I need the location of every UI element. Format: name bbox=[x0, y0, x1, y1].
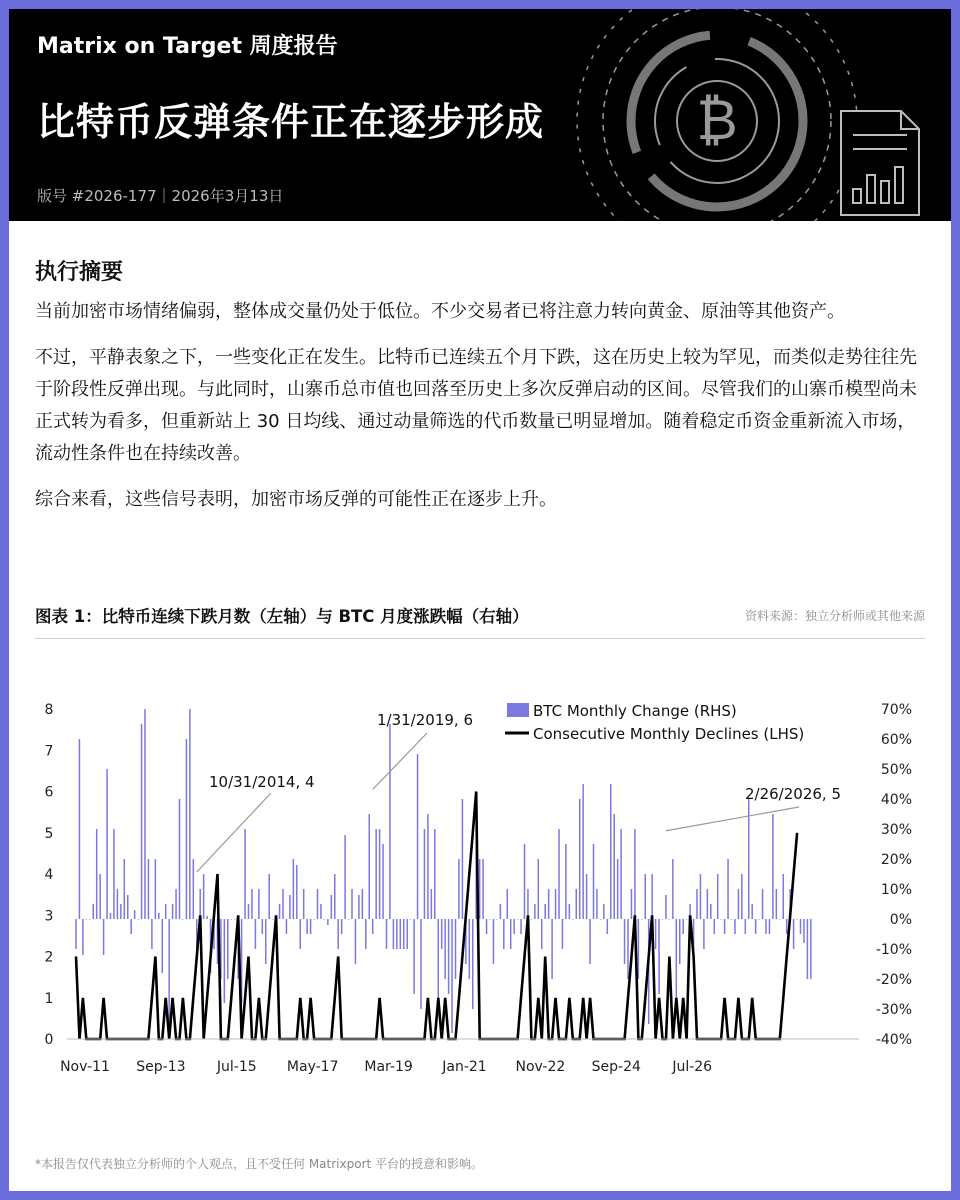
x-tick-label: Sep-24 bbox=[591, 1059, 641, 1075]
bar-mark bbox=[427, 814, 429, 919]
x-tick-label: Jul-26 bbox=[672, 1059, 713, 1075]
bar-mark bbox=[486, 919, 488, 934]
x-tick-label: Nov-11 bbox=[60, 1059, 110, 1075]
bar-mark bbox=[389, 724, 391, 919]
brand-label: Matrix on Target 周度报告 bbox=[37, 34, 338, 59]
bar-mark bbox=[434, 829, 436, 919]
bar-mark bbox=[558, 829, 560, 919]
bar-mark bbox=[738, 889, 740, 919]
bar-mark bbox=[762, 889, 764, 919]
bar-mark bbox=[603, 904, 605, 919]
bar-mark bbox=[382, 844, 384, 919]
bar-mark bbox=[651, 874, 653, 919]
bar-mark bbox=[796, 919, 798, 920]
bar-mark bbox=[341, 919, 343, 934]
bar-mark bbox=[462, 799, 464, 919]
bar-mark bbox=[110, 913, 112, 919]
bar-mark bbox=[803, 919, 805, 943]
bar-mark bbox=[310, 919, 312, 934]
bar-mark bbox=[279, 904, 281, 919]
bar-mark bbox=[186, 739, 188, 919]
y-left-tick-label: 5 bbox=[44, 825, 54, 842]
bar-mark bbox=[137, 919, 139, 920]
bar-mark bbox=[555, 889, 557, 919]
bar-mark bbox=[182, 919, 184, 920]
y-right-tick-label: -10% bbox=[875, 942, 912, 958]
bar-mark bbox=[624, 919, 626, 964]
bar-mark bbox=[324, 919, 326, 920]
bar-mark bbox=[451, 919, 453, 1033]
bar-mark bbox=[776, 889, 778, 919]
bar-mark bbox=[337, 919, 339, 949]
y-left-tick-label: 2 bbox=[44, 949, 54, 966]
bar-mark bbox=[724, 919, 726, 934]
bar-mark bbox=[175, 889, 177, 919]
bar-mark bbox=[82, 919, 84, 955]
bar-mark bbox=[248, 904, 250, 919]
bar-series bbox=[75, 709, 811, 1039]
annotation-leader bbox=[373, 733, 427, 790]
bar-mark bbox=[369, 814, 371, 919]
bar-mark bbox=[420, 919, 422, 1009]
bar-mark bbox=[617, 859, 619, 919]
bar-mark bbox=[365, 919, 367, 949]
annotation-leader bbox=[197, 793, 271, 872]
bar-mark bbox=[438, 919, 440, 1009]
bar-mark bbox=[179, 799, 181, 919]
bar-mark bbox=[458, 859, 460, 919]
legend-label-bars: BTC Monthly Change (RHS) bbox=[533, 702, 737, 720]
svg-text:₿: ₿ bbox=[696, 88, 738, 153]
y-right-tick-label: -20% bbox=[875, 972, 912, 988]
x-tick-label: Sep-13 bbox=[136, 1059, 186, 1075]
bar-mark bbox=[665, 895, 667, 919]
bar-mark bbox=[810, 919, 812, 979]
bar-mark bbox=[717, 874, 719, 919]
bar-mark bbox=[444, 919, 446, 979]
btc-decline-chart bbox=[9, 669, 951, 1089]
bar-mark bbox=[103, 919, 105, 955]
bar-mark bbox=[158, 913, 160, 919]
bar-mark bbox=[531, 919, 533, 920]
bar-mark bbox=[710, 904, 712, 919]
chart-legend bbox=[505, 702, 804, 743]
annotation-label: 1/31/2019, 6 bbox=[377, 711, 473, 729]
bar-mark bbox=[714, 919, 716, 934]
bar-mark bbox=[244, 829, 246, 919]
bar-mark bbox=[89, 919, 91, 920]
bar-mark bbox=[482, 859, 484, 919]
figure-title: 图表 1：比特币连续下跌月数（左轴）与 BTC 月度涨跌幅（右轴） bbox=[35, 607, 529, 626]
bar-mark bbox=[779, 919, 781, 920]
bar-mark bbox=[524, 844, 526, 919]
bar-mark bbox=[510, 919, 512, 949]
y-right-tick-label: 30% bbox=[880, 822, 912, 838]
bar-mark bbox=[786, 919, 788, 934]
bar-mark bbox=[527, 889, 529, 919]
bar-mark bbox=[793, 919, 795, 949]
bar-mark bbox=[679, 919, 681, 964]
bar-mark bbox=[734, 919, 736, 934]
bar-mark bbox=[162, 919, 164, 973]
x-tick-label: Nov-22 bbox=[515, 1059, 566, 1075]
bar-mark bbox=[124, 859, 126, 919]
summary-paragraph-3: 综合来看，这些信号表明，加密市场反弹的可能性正在逐步上升。 bbox=[35, 489, 557, 510]
bar-mark bbox=[251, 889, 253, 919]
bar-mark bbox=[265, 919, 267, 964]
bar-mark bbox=[351, 889, 353, 919]
bar-mark bbox=[520, 919, 522, 934]
bar-mark bbox=[372, 919, 374, 934]
figure-source: 资料来源：独立分析师或其他来源 bbox=[744, 609, 925, 623]
bar-mark bbox=[406, 919, 408, 949]
bar-mark bbox=[569, 904, 571, 919]
bar-mark bbox=[579, 799, 581, 919]
bar-mark bbox=[496, 919, 498, 920]
bar-mark bbox=[783, 874, 785, 919]
bar-mark bbox=[106, 769, 108, 919]
bar-mark bbox=[638, 919, 640, 979]
y-right-tick-label: 50% bbox=[880, 762, 912, 778]
y-right-tick-label: -40% bbox=[875, 1032, 912, 1048]
bar-mark bbox=[113, 829, 115, 919]
bar-mark bbox=[455, 919, 457, 979]
bar-mark bbox=[75, 919, 77, 949]
bar-mark bbox=[148, 859, 150, 919]
declines-line bbox=[76, 792, 797, 1040]
bar-mark bbox=[379, 829, 381, 919]
bar-mark bbox=[203, 874, 205, 919]
x-tick-label: May-17 bbox=[286, 1059, 339, 1075]
bar-mark bbox=[645, 874, 647, 919]
bar-mark bbox=[610, 784, 612, 919]
bar-mark bbox=[327, 919, 329, 925]
bar-mark bbox=[538, 859, 540, 919]
y-right-tick-label: 70% bbox=[880, 702, 912, 718]
bar-mark bbox=[720, 919, 722, 920]
bar-mark bbox=[268, 874, 270, 919]
y-left-tick-label: 3 bbox=[44, 908, 54, 925]
bar-mark bbox=[613, 814, 615, 919]
bar-mark bbox=[127, 895, 129, 919]
bar-mark bbox=[589, 919, 591, 964]
bar-mark bbox=[669, 919, 671, 920]
y-right-tick-label: 60% bbox=[880, 732, 912, 748]
bar-mark bbox=[620, 829, 622, 919]
bitcoin-decoration-icon bbox=[509, 9, 951, 221]
bar-mark bbox=[386, 919, 388, 949]
bar-mark bbox=[227, 919, 229, 979]
bar-mark bbox=[565, 844, 567, 919]
edition-date: 版号 #2026-177｜2026年3月13日 bbox=[37, 187, 284, 205]
y-left-tick-label: 8 bbox=[44, 702, 54, 718]
bar-mark bbox=[362, 889, 364, 919]
line-series bbox=[76, 792, 797, 1040]
x-tick-label: Jul-15 bbox=[216, 1059, 257, 1075]
bar-mark bbox=[303, 889, 305, 919]
bar-mark bbox=[755, 919, 757, 934]
bar-mark bbox=[424, 829, 426, 919]
summary-paragraph-2: 不过，平静表象之下，一些变化正在发生。比特币已连续五个月下跌，这在历史上较为罕见，而类似走势往往先于阶段性反弹出现。与此同时，山寨币总市值也回落至历史上多次反弹启动的区间。尽管我们的山寨币模型尚未正式转为看多，但重新站上 30 日均线、通过动量筛选的代币数量已明显增加。随着稳定币资金重新流入市场，流动性条件也在持续改善。 bbox=[35, 347, 917, 464]
legend-label-line: Consecutive Monthly Declines (LHS) bbox=[533, 725, 805, 743]
annotation-leader bbox=[666, 807, 799, 831]
bar-mark bbox=[441, 919, 443, 949]
bar-mark bbox=[255, 919, 257, 949]
bar-mark bbox=[393, 919, 395, 949]
bar-mark bbox=[231, 919, 233, 920]
footnote: *本报告仅代表独立分析师的个人观点，且不受任何 Matrixport 平台的授意和影响。 bbox=[35, 1157, 484, 1171]
bar-mark bbox=[355, 919, 357, 964]
bar-mark bbox=[572, 919, 574, 920]
bar-mark bbox=[662, 919, 664, 920]
bar-mark bbox=[289, 895, 291, 919]
report-page bbox=[9, 9, 951, 1191]
bar-mark bbox=[548, 889, 550, 919]
bar-mark bbox=[272, 919, 274, 920]
bar-mark bbox=[313, 919, 315, 920]
bar-mark bbox=[551, 919, 553, 979]
bar-mark bbox=[206, 916, 208, 919]
bar-mark bbox=[727, 859, 729, 919]
bar-mark bbox=[320, 904, 322, 919]
bar-mark bbox=[672, 859, 674, 919]
bar-mark bbox=[607, 919, 609, 934]
bar-mark bbox=[731, 919, 733, 920]
bar-mark bbox=[751, 904, 753, 919]
bar-mark bbox=[413, 919, 415, 994]
bar-mark bbox=[631, 889, 633, 919]
bar-mark bbox=[134, 910, 136, 919]
bar-mark bbox=[282, 889, 284, 919]
bar-mark bbox=[172, 904, 174, 919]
bar-mark bbox=[155, 859, 157, 919]
bar-mark bbox=[306, 919, 308, 934]
bar-mark bbox=[655, 919, 657, 949]
bar-mark bbox=[765, 919, 767, 934]
bar-mark bbox=[686, 919, 688, 920]
bar-mark bbox=[534, 904, 536, 919]
bar-mark bbox=[627, 919, 629, 979]
y-left-tick-label: 6 bbox=[44, 784, 54, 801]
bar-mark bbox=[224, 919, 226, 1003]
bar-mark bbox=[703, 919, 705, 949]
bar-mark bbox=[431, 889, 433, 919]
y-left-tick-label: 4 bbox=[44, 867, 54, 883]
bar-mark bbox=[141, 724, 143, 919]
bar-mark bbox=[99, 874, 101, 919]
bar-mark bbox=[682, 919, 684, 934]
bar-mark bbox=[117, 889, 119, 919]
bar-mark bbox=[296, 865, 298, 919]
bar-mark bbox=[593, 844, 595, 919]
y-right-tick-label: 20% bbox=[880, 852, 912, 868]
bar-mark bbox=[130, 919, 132, 934]
bar-mark bbox=[513, 919, 515, 934]
bar-mark bbox=[396, 919, 398, 949]
bar-mark bbox=[348, 919, 350, 920]
bar-mark bbox=[375, 829, 377, 919]
bar-mark bbox=[344, 835, 346, 919]
bar-mark bbox=[258, 889, 260, 919]
bar-mark bbox=[293, 859, 295, 919]
bar-mark bbox=[262, 919, 264, 934]
y-left-tick-label: 1 bbox=[44, 990, 54, 1007]
bar-mark bbox=[151, 919, 153, 949]
bar-mark bbox=[469, 919, 471, 979]
summary-paragraph-1: 当前加密市场情绪偏弱，整体成交量仍处于低位。不少交易者已将注意力转向黄金、原油等其他资产。 bbox=[35, 301, 845, 322]
y-left-tick-label: 7 bbox=[44, 743, 54, 760]
bar-mark bbox=[331, 895, 333, 919]
figure-header bbox=[35, 603, 925, 639]
bar-mark bbox=[696, 889, 698, 919]
x-tick-label: Jan-21 bbox=[442, 1059, 487, 1075]
bar-mark bbox=[234, 919, 236, 920]
bar-mark bbox=[517, 919, 519, 920]
bar-mark bbox=[448, 919, 450, 994]
bar-mark bbox=[582, 784, 584, 919]
report-header bbox=[9, 9, 951, 221]
bar-mark bbox=[489, 919, 491, 920]
summary-heading: 执行摘要 bbox=[35, 260, 124, 285]
bar-mark bbox=[748, 799, 750, 919]
y-right-tick-label: -30% bbox=[875, 1002, 912, 1018]
bar-mark bbox=[410, 919, 412, 920]
bar-mark bbox=[758, 919, 760, 920]
annotation-label: 2/26/2026, 5 bbox=[745, 785, 841, 803]
bar-mark bbox=[165, 904, 167, 919]
bar-mark bbox=[96, 829, 98, 919]
bar-mark bbox=[300, 919, 302, 949]
bar-mark bbox=[807, 919, 809, 979]
page-title: 比特币反弹条件正在逐步形成 bbox=[37, 100, 545, 144]
bar-mark bbox=[93, 904, 95, 919]
y-right-tick-label: 0% bbox=[889, 912, 912, 928]
bar-mark bbox=[144, 709, 146, 919]
bar-mark bbox=[503, 919, 505, 949]
document-chart-icon bbox=[841, 111, 919, 215]
bar-mark bbox=[544, 904, 546, 919]
y-right-tick-label: 10% bbox=[880, 882, 912, 898]
x-tick-label: Mar-19 bbox=[364, 1059, 413, 1075]
bar-mark bbox=[769, 919, 771, 934]
y-right-tick-label: 40% bbox=[880, 792, 912, 808]
bar-mark bbox=[576, 889, 578, 919]
bar-mark bbox=[199, 889, 201, 919]
bar-mark bbox=[676, 919, 678, 1009]
bar-mark bbox=[500, 904, 502, 919]
legend-swatch-bars bbox=[507, 703, 529, 717]
bar-mark bbox=[641, 919, 643, 920]
bar-mark bbox=[400, 919, 402, 949]
bar-mark bbox=[189, 709, 191, 919]
bar-mark bbox=[658, 919, 660, 994]
bar-mark bbox=[417, 754, 419, 919]
bar-mark bbox=[334, 874, 336, 919]
bar-mark bbox=[634, 829, 636, 919]
bar-mark bbox=[586, 874, 588, 919]
bar-mark bbox=[317, 889, 319, 919]
bar-mark bbox=[741, 874, 743, 919]
bar-mark bbox=[745, 919, 747, 934]
y-left-tick-label: 0 bbox=[44, 1032, 54, 1048]
bar-mark bbox=[120, 904, 122, 919]
bar-mark bbox=[800, 919, 802, 934]
bar-mark bbox=[562, 919, 564, 949]
bar-mark bbox=[79, 739, 81, 919]
executive-summary bbox=[35, 255, 927, 530]
bar-mark bbox=[403, 919, 405, 949]
bar-mark bbox=[600, 919, 602, 920]
annotation-label: 10/31/2014, 4 bbox=[209, 773, 315, 791]
bar-mark bbox=[541, 919, 543, 949]
bar-mark bbox=[507, 889, 509, 919]
bar-mark bbox=[700, 874, 702, 919]
bar-mark bbox=[193, 859, 195, 919]
bar-mark bbox=[286, 919, 288, 934]
bar-mark bbox=[86, 919, 88, 920]
bar-mark bbox=[772, 814, 774, 919]
bar-mark bbox=[472, 919, 474, 1009]
bar-mark bbox=[358, 895, 360, 919]
bar-mark bbox=[707, 889, 709, 919]
bar-mark bbox=[596, 889, 598, 919]
bar-mark bbox=[493, 919, 495, 964]
